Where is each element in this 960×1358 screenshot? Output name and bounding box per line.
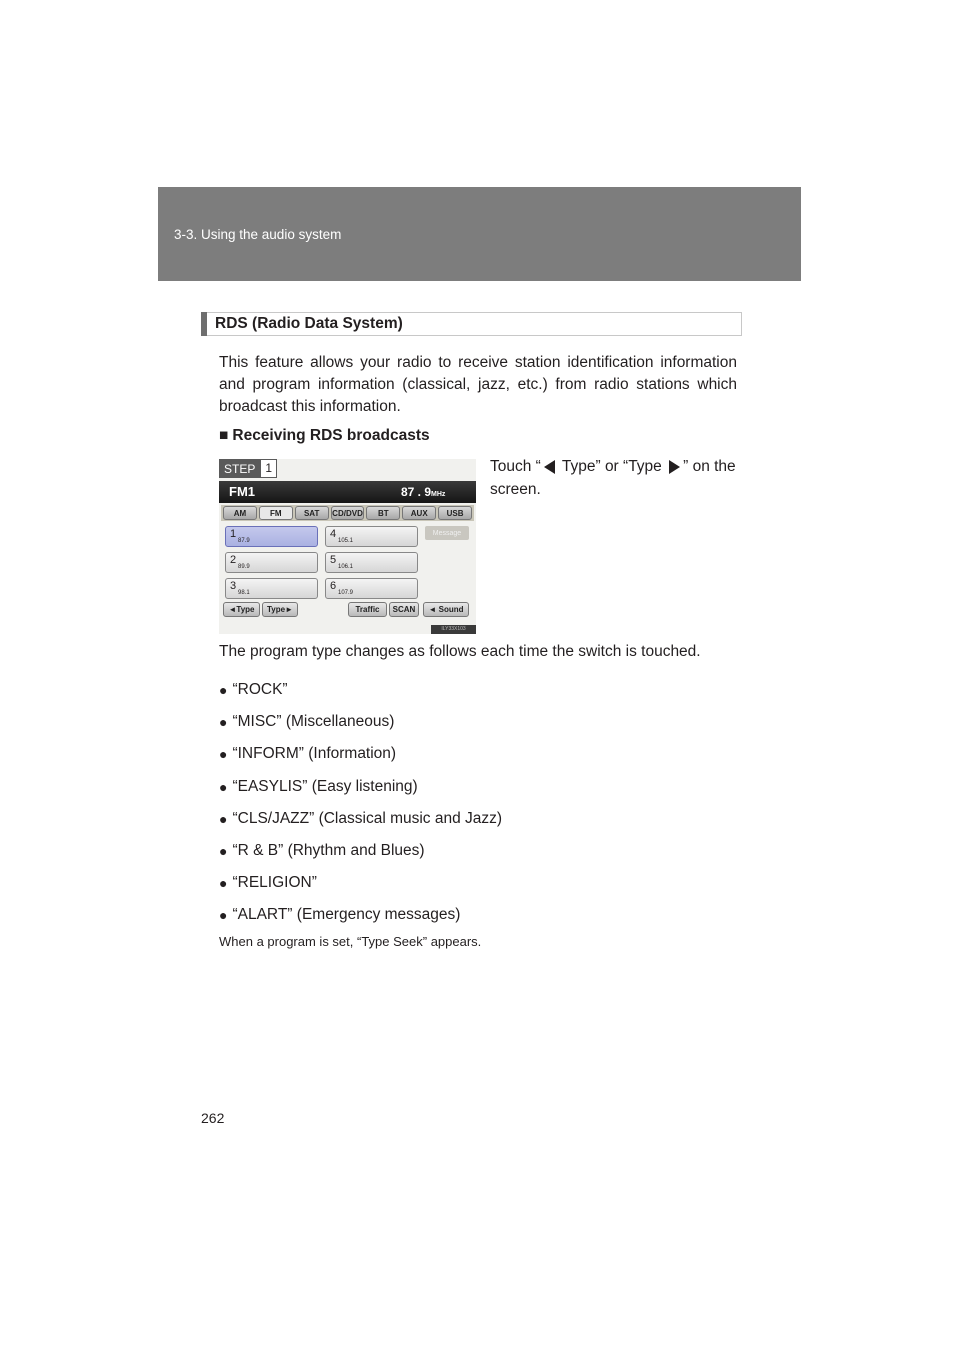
preset-button-6[interactable] xyxy=(325,578,418,599)
program-type: “CLS/JAZZ” (Classical music and Jazz) xyxy=(232,809,503,827)
preset-frequency: 89.9 xyxy=(238,564,250,570)
frequency-display xyxy=(401,485,445,499)
sound-button[interactable]: ◄ Sound xyxy=(423,602,469,617)
program-type-list xyxy=(219,674,502,932)
bullet-icon: ● xyxy=(219,778,228,795)
preset-number: 1 xyxy=(230,528,237,540)
source-tabs xyxy=(221,505,474,521)
bullet-icon: ● xyxy=(219,714,228,731)
section-label: 3-3. Using the audio system xyxy=(174,227,342,242)
bullet-icon: ● xyxy=(219,843,228,860)
list-item xyxy=(219,706,502,738)
preset-button-3[interactable] xyxy=(225,578,318,599)
list-item xyxy=(219,835,502,867)
preset-number: 2 xyxy=(230,554,237,566)
preset-number: 6 xyxy=(330,580,337,592)
preset-number: 5 xyxy=(330,554,337,566)
triangle-right-icon xyxy=(669,460,680,474)
list-item xyxy=(219,738,502,770)
preset-frequency: 87.9 xyxy=(238,538,250,544)
frequency-value: 87 . 9 xyxy=(401,485,432,499)
tab-fm[interactable]: FM xyxy=(259,506,293,520)
tab-usb[interactable]: USB xyxy=(438,506,472,520)
list-item xyxy=(219,867,502,899)
section-title-bar xyxy=(201,312,742,336)
radio-screen xyxy=(219,459,476,634)
preset-frequency: 105.1 xyxy=(338,538,354,544)
tab-cd-dvd[interactable]: CD/DVD xyxy=(331,506,365,520)
preset-frequency: 98.1 xyxy=(238,590,250,596)
program-type: “INFORM” (Information) xyxy=(232,745,397,763)
note-text: When a program is set, “Type Seek” appears. xyxy=(219,934,482,949)
traffic-button[interactable]: Traffic xyxy=(348,602,387,617)
step-label: STEP xyxy=(219,459,260,478)
bullet-icon: ● xyxy=(219,875,228,892)
program-type: “ROCK” xyxy=(232,681,288,699)
program-type: “EASYLIS” (Easy listening) xyxy=(232,777,418,795)
list-item xyxy=(219,771,502,803)
program-type: “R & B” (Rhythm and Blues) xyxy=(232,842,425,860)
list-item xyxy=(219,674,502,706)
program-type: “ALART” (Emergency messages) xyxy=(232,906,461,924)
image-id: ILY33X103 xyxy=(431,625,476,634)
preset-button-4[interactable] xyxy=(325,526,418,547)
type-prev-button[interactable]: ◄Type xyxy=(223,602,260,617)
triangle-left-icon xyxy=(544,460,555,474)
section-title: RDS (Radio Data System) xyxy=(215,315,403,332)
intro-paragraph: This feature allows your radio to receive station identification information and program information (classical, jazz, etc.) from radio stations which broadcast this information. xyxy=(219,354,737,415)
tab-aux[interactable]: AUX xyxy=(402,506,436,520)
subheading-text: Receiving RDS broadcasts xyxy=(232,427,430,444)
preset-button-1[interactable] xyxy=(225,526,318,547)
tab-am[interactable]: AM xyxy=(223,506,257,520)
instruction-part3: ” on the screen. xyxy=(490,458,736,498)
title-accent xyxy=(201,312,207,336)
band-name: FM1 xyxy=(229,484,255,499)
program-type: “RELIGION” xyxy=(232,874,317,892)
list-item xyxy=(219,899,502,931)
list-item xyxy=(219,803,502,835)
follow-text: The program type changes as follows each time the switch is touched. xyxy=(219,643,701,660)
step-number: 1 xyxy=(260,459,277,478)
message-button[interactable]: Message xyxy=(425,526,469,540)
frequency-unit: MHz xyxy=(431,491,446,498)
tab-bt[interactable]: BT xyxy=(366,506,400,520)
page-number: 262 xyxy=(201,1110,225,1126)
instruction-text xyxy=(490,455,740,501)
bullet-icon: ● xyxy=(219,907,228,924)
scan-button[interactable]: SCAN xyxy=(389,602,419,617)
bullet-icon: ● xyxy=(219,810,228,827)
instruction-part1: Touch “ xyxy=(490,458,541,475)
preset-number: 4 xyxy=(330,528,337,540)
preset-button-2[interactable] xyxy=(225,552,318,573)
preset-frequency: 107.9 xyxy=(338,590,354,596)
square-marker-icon: ■ xyxy=(219,427,229,444)
screen-topbar xyxy=(219,481,476,503)
preset-frequency: 106.1 xyxy=(338,564,354,570)
bullet-icon: ● xyxy=(219,746,228,763)
header-band xyxy=(158,187,801,281)
type-next-button[interactable]: Type► xyxy=(262,602,298,617)
preset-button-5[interactable] xyxy=(325,552,418,573)
tab-sat[interactable]: SAT xyxy=(295,506,329,520)
bullet-icon: ● xyxy=(219,682,228,699)
subheading xyxy=(219,427,430,445)
preset-number: 3 xyxy=(230,580,237,592)
instruction-part2: Type” or “Type xyxy=(557,458,667,475)
step-badge xyxy=(219,459,277,478)
program-type: “MISC” (Miscellaneous) xyxy=(232,713,395,731)
